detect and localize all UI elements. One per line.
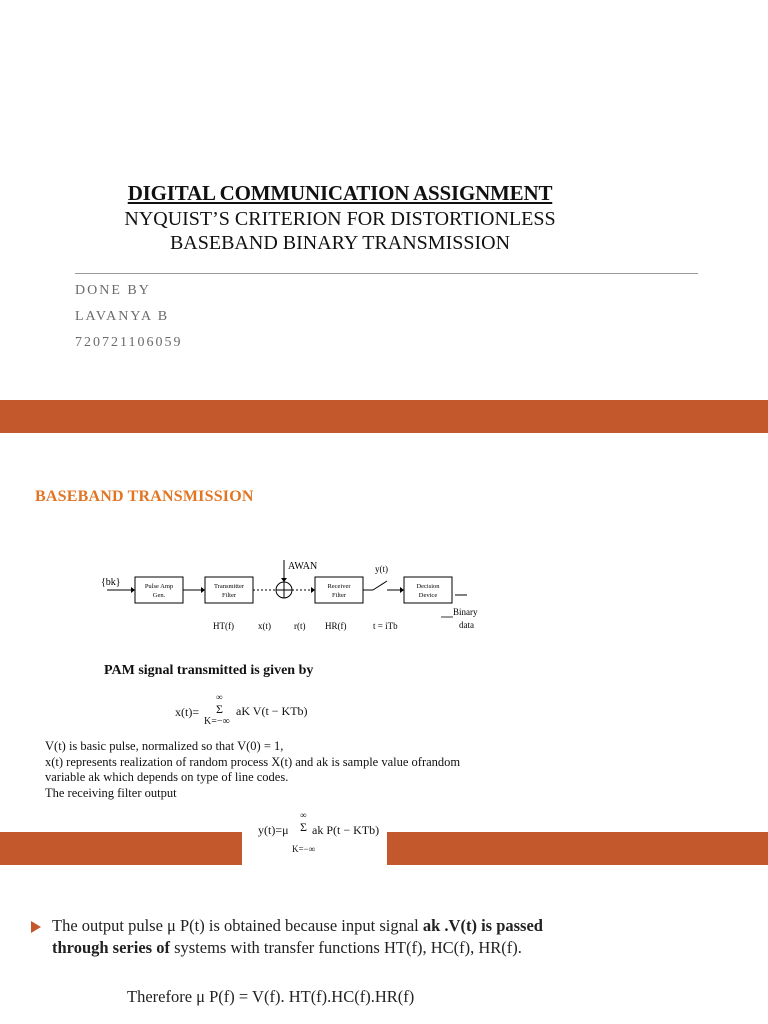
formula-2-upper: ∞	[300, 810, 307, 820]
ht-label: HT(f)	[213, 621, 234, 631]
svg-text:Gen.: Gen.	[152, 592, 166, 599]
slide-divider-band-left	[0, 832, 242, 865]
svg-text:Filter: Filter	[331, 592, 347, 599]
bullet-arrow-icon	[31, 921, 41, 933]
formula-1-lower: K=−∞	[204, 716, 230, 727]
formula-1-term: aK V(t − KTb)	[236, 704, 308, 718]
subtitle-line-1: NYQUIST’S CRITERION FOR DISTORTIONLESS	[124, 208, 556, 230]
formula-2-term: ak P(t − KTb)	[312, 823, 380, 837]
baseband-block-diagram	[95, 557, 515, 637]
output-label-line-2: data	[459, 620, 474, 630]
document-title: DIGITAL COMMUNICATION ASSIGNMENT	[127, 181, 553, 205]
receiver-filter-block	[315, 577, 363, 603]
svg-text:Filter: Filter	[221, 592, 237, 599]
svg-text:Transmitter: Transmitter	[213, 583, 245, 590]
body-line: The receiving filter output	[45, 785, 177, 800]
done-by-label: DONE BY	[75, 283, 151, 298]
rt-label: r(t)	[294, 621, 306, 631]
therefore-equation: Therefore μ P(f) = V(f). HT(f).HC(f).HR(f)	[127, 987, 415, 1006]
svg-text:Decision: Decision	[416, 583, 440, 590]
formula-1-upper: ∞	[216, 692, 223, 702]
formula-1-sigma: Σ	[216, 702, 223, 716]
body-line: V(t) is basic pulse, normalized so that V(0) = 1,	[45, 739, 284, 753]
pam-heading: PAM signal transmitted is given by	[104, 663, 314, 678]
subtitle-line-2: BASEBAND BINARY TRANSMISSION	[169, 232, 511, 254]
svg-text:Receiver: Receiver	[327, 583, 351, 590]
transmitter-filter-block	[205, 577, 253, 603]
svg-text:Pulse Amp: Pulse Amp	[144, 583, 174, 590]
formula-2-lhs: y(t)=μ	[258, 823, 289, 837]
formula-2-sigma: Σ	[300, 820, 307, 834]
decision-device-block	[404, 577, 452, 603]
body-line: variable ak which depends on type of line codes.	[45, 770, 289, 784]
svg-text:Device: Device	[418, 592, 438, 599]
noise-label: AWAN	[288, 561, 318, 572]
divider	[75, 273, 698, 274]
bullet-paragraph: The output pulse μ P(t) is obtained because input signal ak .V(t) is passed through series of systems with transfer functions HT(f), HC(f), HR(f).	[52, 916, 543, 957]
pulse-amp-gen-block	[135, 577, 183, 603]
formula-2-lower: K=−∞	[292, 844, 316, 854]
slide-divider-band	[0, 400, 768, 433]
hr-label: HR(f)	[325, 621, 347, 631]
body-line: x(t) represents realization of random process X(t) and ak is sample value ofrandom	[45, 754, 461, 769]
pam-explanation	[45, 739, 565, 801]
author-name: LAVANYA B	[75, 309, 170, 324]
register-number: 720721106059	[75, 335, 183, 350]
input-label: {bk}	[101, 577, 121, 588]
sampler-switch	[373, 581, 387, 590]
section-title: BASEBAND TRANSMISSION	[35, 488, 254, 505]
xt-label: x(t)	[258, 621, 271, 631]
yt-label: y(t)	[375, 564, 388, 574]
output-label-line-1: Binary	[453, 607, 478, 617]
slide-divider-band-right	[387, 832, 768, 865]
sample-time-label: t = iTb	[373, 621, 398, 631]
formula-1-lhs: x(t)=	[175, 705, 200, 719]
